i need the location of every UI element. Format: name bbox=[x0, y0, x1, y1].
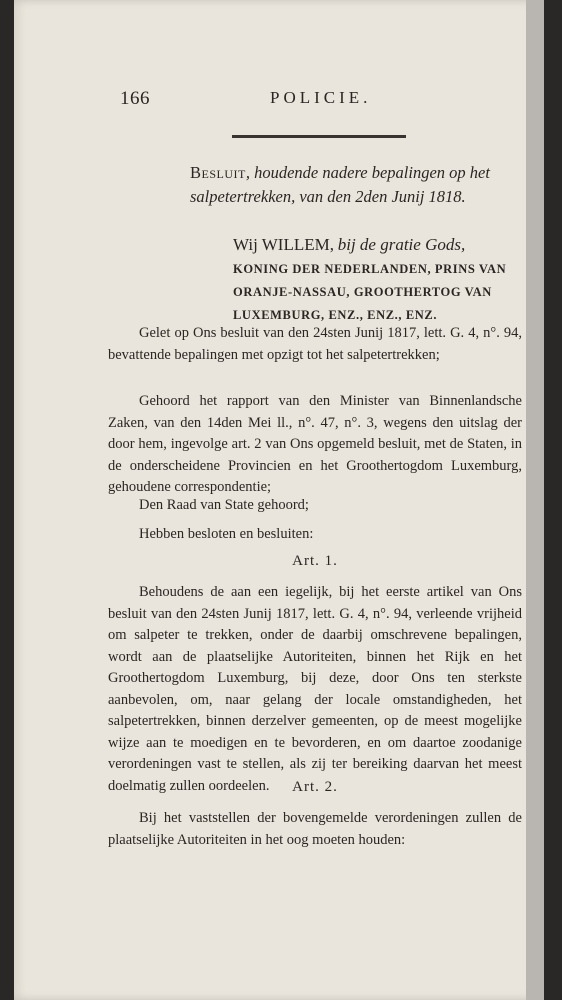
article-1-heading: Art. 1. bbox=[292, 553, 338, 569]
article-2-text bbox=[108, 808, 522, 851]
paragraph-gelet bbox=[108, 323, 522, 366]
page-number: 166 bbox=[120, 88, 150, 109]
decree-title bbox=[190, 161, 520, 209]
paragraph-text: Hebben besloten en besluiten: bbox=[139, 526, 314, 542]
paragraph-besloten bbox=[108, 524, 522, 546]
decree-title-lead: Besluit bbox=[190, 163, 246, 182]
paragraph-text: Gehoord het rapport van den Minister van Binnenlandsche Zaken, van den 14den Mei ll., n°. 47, n°. 3, wegens den uitslag der door hem, ingevolge art. 2 van Ons opgemeld besluit, met de Staten, in de onderscheidene Provincien en het Groothertogdom Luxemburg, gehoudene correspondentie; bbox=[108, 393, 522, 495]
paragraph-raad bbox=[108, 495, 522, 517]
article-1-text bbox=[108, 582, 522, 797]
enactment-lead: Wij WILLEM, bbox=[233, 235, 334, 254]
article-2-heading: Art. 2. bbox=[292, 779, 338, 795]
paragraph-text: Bij het vaststellen der bovengemelde verordeningen zullen de plaatselijke Autoriteiten in het oog moeten houden: bbox=[108, 810, 522, 848]
enactment-formula bbox=[233, 233, 523, 327]
paragraph-text: Den Raad van State gehoord; bbox=[139, 497, 309, 513]
page-header bbox=[120, 88, 540, 112]
header-rule bbox=[232, 135, 406, 138]
enactment-lead-italic: bij de gratie Gods, bbox=[337, 235, 466, 254]
running-title: POLICIE. bbox=[270, 88, 372, 107]
decree-title-rest: , houdende nadere bepalingen op het salpetertrekken, van den 2den Junij 1818. bbox=[190, 163, 490, 206]
enactment-rest: KONING DER NEDERLANDEN, PRINS VAN ORANJE-NASSAU, GROOTHERTOG VAN LUXEMBURG, ENZ., ENZ., ENZ. bbox=[233, 262, 507, 322]
paragraph-text: Behoudens de aan een iegelijk, bij het eerste artikel van Ons besluit van den 24sten Junij 1817, lett. G. 4, n°. 94, verleende vrijheid om salpeter te trekken, onder de daarbij omschrevene bepalingen, wordt aan de plaatselijke Autoriteiten, binnen het Rijk en het Groothertogdom Luxemburg, bij deze, door Ons ten sterkste aanbevolen, om, naar gelang der locale omstandigheden, het salpetertrekken, binnen derzelver gemeenten, op de meest mogelijke wijze aan te moedigen en te bevorderen, en om daartoe zoodanige verordeningen vast te stellen, als zij ter bereiking daarvan het meest doelmatig zullen oordeelen. bbox=[108, 584, 522, 794]
paragraph-text: Gelet op Ons besluit van den 24sten Junij 1817, lett. G. 4, n°. 94, bevattende bepalingen met opzigt tot het salpetertrekken; bbox=[108, 325, 522, 363]
page-edge bbox=[526, 0, 544, 1000]
paragraph-gehoord bbox=[108, 391, 522, 499]
